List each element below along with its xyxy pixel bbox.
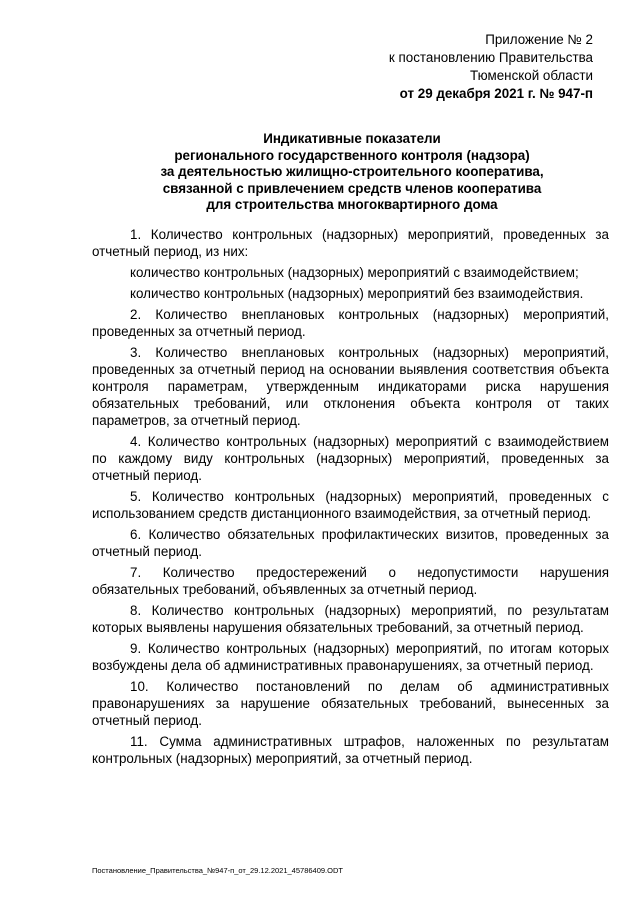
indicator-paragraph: 9. Количество контрольных (надзорных) мероприятий, по итогам которых возбуждены дела об административных правонарушениях, за отчетный период. [92,641,609,673]
title-line: Индикативные показатели [263,131,441,146]
indicator-paragraph: 5. Количество контрольных (надзорных) мероприятий, проведенных с использованием средств дистанционного взаимодействия, за отчетный период. [92,489,609,521]
indicator-paragraph: 3. Количество внеплановых контрольных (надзорных) мероприятий, проведенных за отчетный период на основании выявления соответствия объекта контроля параметрам, утвержденным индикаторами риска нарушения обязательных требований, или отклонения объекта контроля от таких параметров, за отчетный период. [92,345,609,428]
indicator-paragraph: 7. Количество предостережений о недопустимости нарушения обязательных требований, объявленных за отчетный период. [92,565,609,597]
appendix-number: Приложение № 2 [485,32,593,47]
document-title [92,131,612,214]
indicator-paragraph: 2. Количество внеплановых контрольных (надзорных) мероприятий, проведенных за отчетный период. [92,307,609,339]
appendix-region: Тюменской области [470,68,593,83]
title-line: связанной с привлечением средств членов кооператива [162,180,542,196]
appendix-date: от 29 декабря 2021 г. № 947-п [399,86,593,101]
indicator-subitem: количество контрольных (надзорных) мероприятий с взаимодействием; [130,265,579,280]
indicator-paragraph: 1. Количество контрольных (надзорных) мероприятий, проведенных за отчетный период, из них: [92,227,609,259]
appendix-reference: к постановлению Правительства [388,50,593,65]
indicator-paragraph: 6. Количество обязательных профилактических визитов, проведенных за отчетный период. [92,527,609,559]
indicator-paragraph: 11. Сумма административных штрафов, наложенных по результатам контрольных (надзорных) мероприятий, за отчетный период. [92,734,609,766]
file-footer: Постановление_Правительства_№947-п_от_29.12.2021_45786409.ODT [92,866,343,875]
title-line: за деятельностью жилищно-строительного кооператива, [160,164,544,180]
appendix-header [333,31,593,103]
indicator-paragraph: 8. Количество контрольных (надзорных) мероприятий, по результатам которых выявлены нарушения обязательных требований, за отчетный период. [92,603,609,635]
indicator-subitem: количество контрольных (надзорных) мероприятий без взаимодействия. [130,286,584,301]
indicator-paragraph: 4. Количество контрольных (надзорных) мероприятий с взаимодействием по каждому виду контрольных (надзорных) мероприятий, проведенных за отчетный период. [92,434,609,483]
indicator-paragraph: 10. Количество постановлений по делам об административных правонарушениях за нарушение обязательных требований, вынесенных за отчетный период. [92,679,609,728]
document-body [92,226,609,771]
title-line: для строительства многоквартирного дома [206,197,498,213]
title-line: регионального государственного контроля (надзора) [174,147,530,163]
